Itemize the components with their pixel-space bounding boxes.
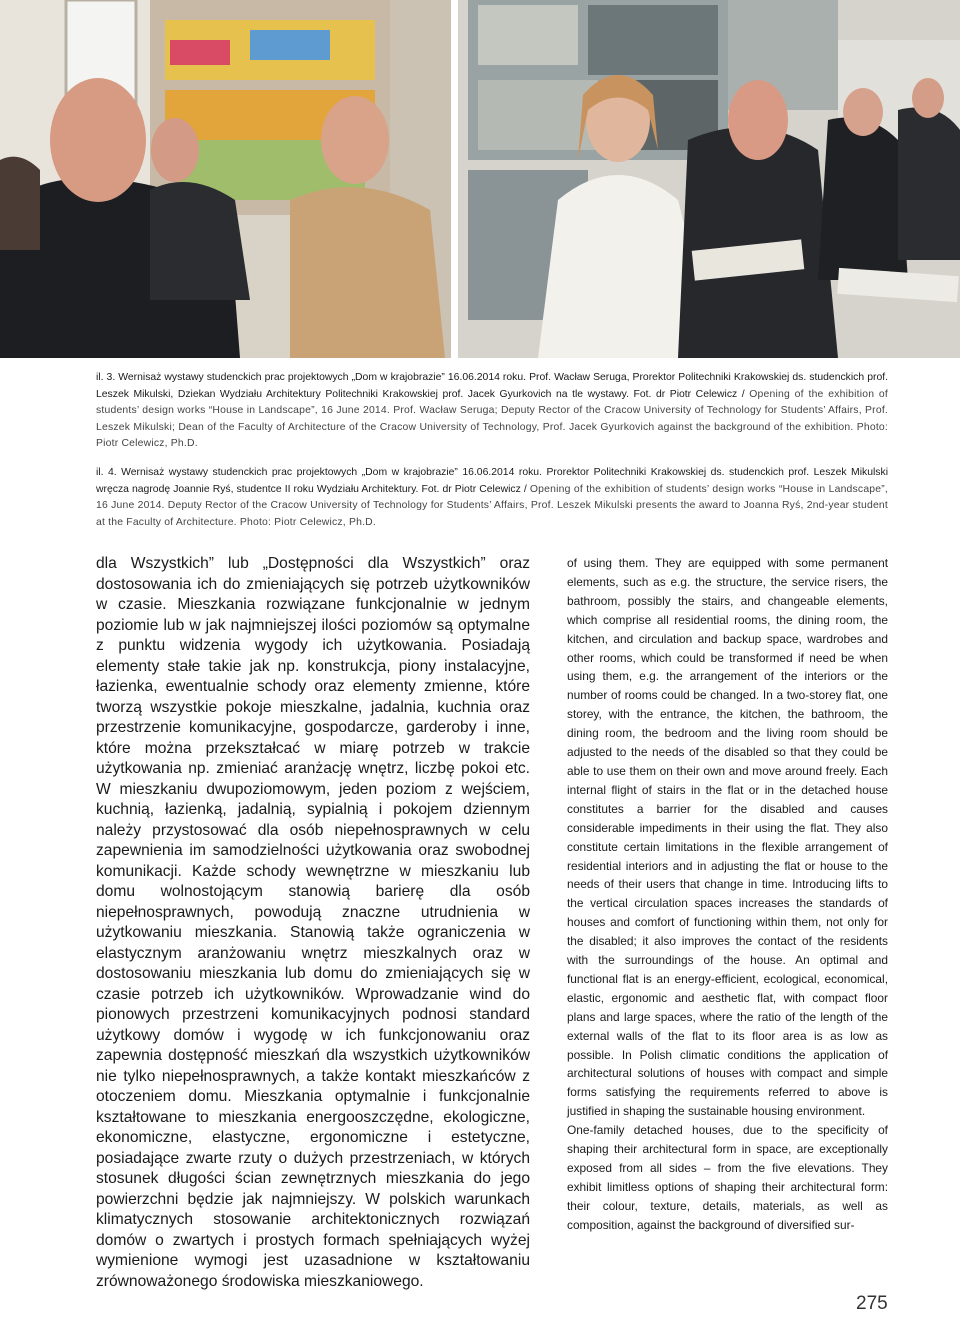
caption-il4-english: Opening of the exhibition of students’ design works “House in Landscape”, 16 June 2014. Deputy Rector of the Cracow University of Technology for Students’ Affairs, Prof. Leszek Mikulski presents the award to Joanna Ryś, 2nd-year student at the Faculty of Architecture. Photo: Piotr Celewicz, Ph.D. <box>96 483 889 528</box>
body-paragraph-english-2: One-family detached houses, due to the specificity of shaping their architectural form in space, are exceptionally exposed from all sides – from the five elevations. They exhibit limitless options of shaping their architectural form: their colour, texture, details, materials, as well as composition, against the background of diversified sur- <box>567 1123 888 1232</box>
caption-il3 <box>96 370 888 453</box>
photo-exhibition-opening <box>0 0 451 358</box>
caption-il4 <box>96 465 888 531</box>
body-text-polish <box>96 554 530 1292</box>
photo-exhibition-opening-graphic <box>0 0 451 358</box>
caption-il3-english: Opening of the exhibition of students’ design works “House in Landscape”, 16 June 2014. Prof. Wacław Seruga; Deputy Rector of the Cracow University of Technology for Students’ Affairs, Prof. Leszek Mikulski; Dean of the Faculty of Architecture of the Cracow University of Technology, Prof. Jacek Gyurkovich against the background of the exhibition. Photo: Piotr Celewicz, Ph.D. <box>96 388 888 450</box>
body-paragraph-english-1: of using them. They are equipped with some permanent elements, such as e.g. the structure, the service risers, the bathroom, possibly the stairs, and changeable elements, which comprise all residential rooms, the dining room, the kitchen, and circulation and backup space, wardrobes and other rooms, which could be transformed if need be when using them, e.g. the arrangement of the interiors or the number of rooms could be changed. In a two-storey flat, one storey, with the entrance, the kitchen, the bathroom, the dining room, the bedroom and the living room should be adjusted to the needs of the disabled so that they could be able to use them on their own and move around freely. Each internal flight of stairs in the flat or in the detached house constitutes a barrier for the disabled and causes considerable impediments in their using the flat. They also constitute certain limitations in the flexible arrangement of residential interiors and in adjusting the flat or house to the needs of their users that change in time. Introducing lifts to the vertical circulation spaces increases the standards of houses and comfort of functioning within them, not only for the disabled; it also improves the contact of the residents with the surroundings of the house. An optimal and functional flat is an energy-efficient, ecological, economical, elastic, ergonomic and aesthetic flat, with compact floor plans and large spaces, where the ratio of the length of the external walls of the flat to its floor area is as low as possible. In Polish climatic conditions the application of architectural solutions of houses with compact and simple forms satisfying the requirements referred to above is justified in shaping the sustainable housing environment. <box>567 556 888 1119</box>
caption-il4-polish: il. 4. Wernisaż wystawy studenckich prac projektowych „Dom w krajobrazie” 16.06.2014 roku. Prorektor Politechniki Krakowskiej ds. studenckich prof. Leszek Mikulski wręcza nagrodę Joannie Ryś, studentce II roku Wydziału Architektury. Fot. dr Piotr Celewicz / <box>96 466 888 495</box>
figure-captions <box>96 370 888 543</box>
page-number: 275 <box>856 1293 888 1314</box>
body-text-english <box>567 554 888 1235</box>
photo-award-presentation <box>458 0 960 358</box>
caption-il3-polish: il. 3. Wernisaż wystawy studenckich prac projektowych „Dom w krajobrazie” 16.06.2014 roku. Prof. Wacław Seruga, Prorektor Politechniki Krakowskiej ds. studenckich prof. Leszek Mikulski, Dziekan Wydziału Architektury Politechniki Krakowskiej prof. Jacek Gyurkovich na tle wystawy. Fot. dr Piotr Celewicz / <box>96 372 888 400</box>
body-paragraph-polish: dla Wszystkich” lub „Dostępności dla Wszystkich” oraz dostosowania ich do zmieniających się potrzeb użytkowników w czasie. Mieszkania rozwiązane funkcjonalnie w jednym poziomie lub w jak najmniejszej ilości poziomów są optymalne z punktu widzenia wygody ich użytkowania. Posiadają elementy stałe takie jak np. konstrukcja, piony instalacyjne, łazienka, ewentualnie schody oraz elementy zmienne, które tworzą wszystkie pokoje mieszkalne, jadalnia, kuchnia oraz przestrzenie komunikacyjne, gospodarcze, garderoby i inne, które można przekształcać w miarę potrzeb w trakcie użytkowania np. zmieniać aranżację wnętrz, liczbę pokoi etc. W mieszkaniu dwupoziomowym, jeden poziom z wejściem, kuchnią, łazienką, jadalnią, sypialnią i pokojem dziennym należy przystosować dla osób niepełnosprawnych w celu zapewnienia im samodzielności użytkowania oraz swobodnej komunikacji. Każde schody wewnętrzne w mieszkaniu lub domu wolnostojącym stanowią barierę dla osób niepełnosprawnych, powodują znaczne utrudnienia w użytkowaniu mieszkania. Stanowią także ograniczenia w elastycznym aranżowaniu wnętrz mieszkalnych oraz w dostosowaniu mieszkania lub domu do zmieniających się w czasie potrzeb ich użytkowników. Wprowadzanie wind do pionowych przestrzeni komunikacyjnych podnosi standard użytkowy domów i wygodę w ich funkcjonowaniu oraz zapewnia dostępność mieszkań dla wszystkich użytkowników nie tylko niepełnosprawnych, a także kontakt mieszkańców z otoczeniem domu. Mieszkania optymalnie i funkcjonalnie kształtowane to mieszkania energooszczędne, ekologiczne, ekonomiczne, elastyczne, ergonomiczne i estetyczne, posiadające zwarte rzuty o dużych przestrzeniach, w których stosunek długości ścian zewnętrznych mieszkania do jego powierzchni będzie jak najmniejszy. W polskich warunkach klimatycznych stosowanie architektonicznych rozwiązań domów o zwartych i prostych formach spełniających wyżej wymienione wymogi jest uzasadnione w kształtowaniu zrównoważonego środowiska mieszkaniowego. <box>96 555 530 1290</box>
photo-award-presentation-graphic <box>458 0 960 358</box>
